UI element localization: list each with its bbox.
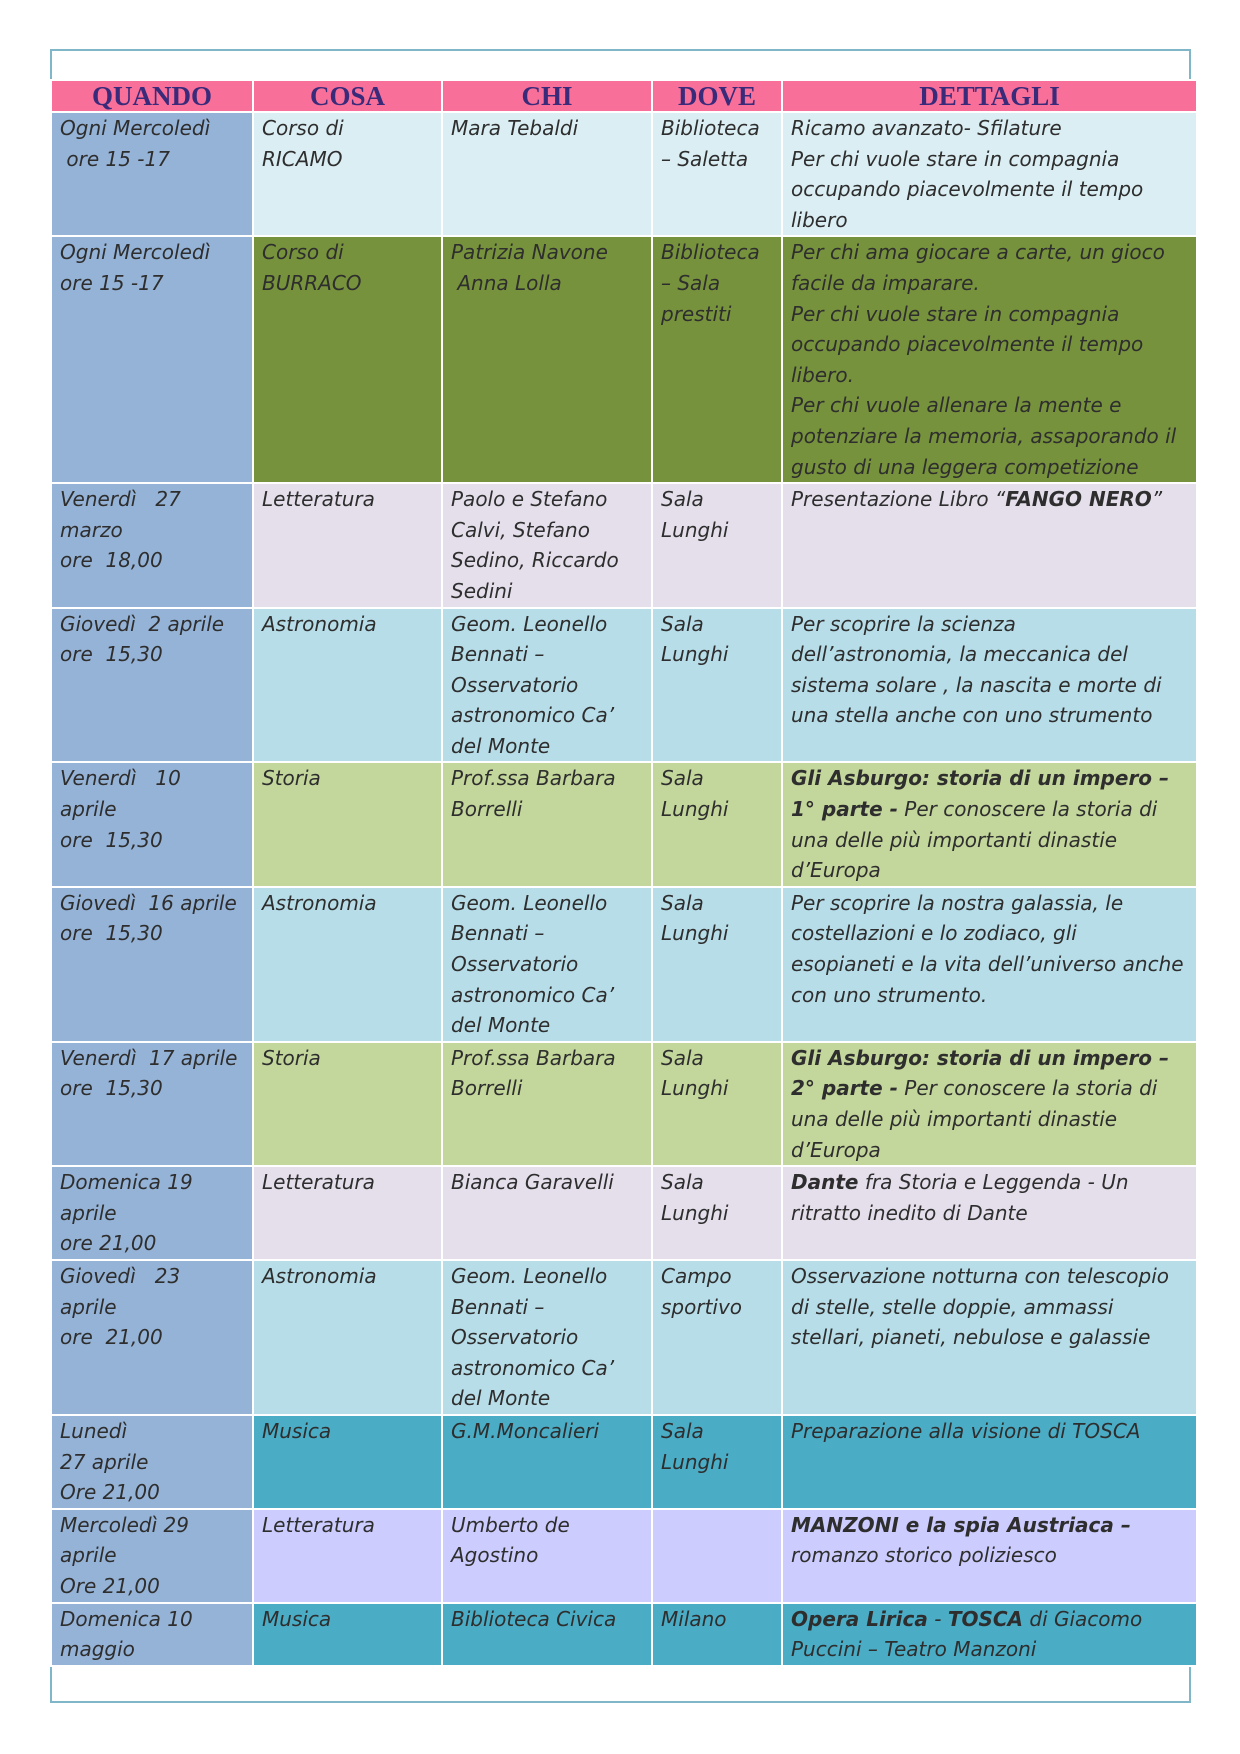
- dove-line: Lunghi: [661, 797, 729, 822]
- detail-line: [791, 237, 1188, 268]
- detail-text: Per conoscere la storia di: [897, 797, 1158, 822]
- cell-chi: [442, 1260, 652, 1415]
- table-row: [51, 887, 1197, 1042]
- detail-line: [791, 670, 1188, 701]
- cell-chi: [442, 762, 652, 886]
- dove-line: Campo: [661, 1263, 732, 1288]
- chi-line: Calvi, Stefano: [451, 517, 590, 542]
- detail-text: ”: [1151, 487, 1163, 512]
- detail-text: libero: [791, 207, 848, 232]
- cosa-line: Corso di: [262, 240, 344, 265]
- cell-chi: [442, 1042, 652, 1166]
- chi-line: Osservatorio: [451, 952, 579, 977]
- detail-line: [791, 1322, 1188, 1353]
- quando-line: ore 15,30: [60, 827, 163, 852]
- cell-quando: [51, 112, 253, 236]
- quando-line: ore 15 -17: [60, 146, 170, 171]
- detail-line: [791, 1416, 1188, 1447]
- cell-dettagli: [782, 608, 1197, 763]
- detail-line: [791, 1135, 1188, 1166]
- dove-line: Lunghi: [661, 1449, 729, 1474]
- detail-text: esopianeti e la vita dell’universo anche: [791, 952, 1184, 977]
- cell-dettagli: [782, 236, 1197, 483]
- cell-dettagli: [782, 483, 1197, 607]
- table-row: [51, 1509, 1197, 1603]
- quando-line: Giovedì 23: [60, 1263, 181, 1288]
- detail-text: stellari, pianeti, nebulose e galassie: [791, 1325, 1151, 1350]
- quando-line: Mercoledì 29: [60, 1512, 189, 1537]
- detail-text: Per conoscere la storia di: [897, 1076, 1158, 1101]
- cell-dettagli: [782, 1415, 1197, 1509]
- cell-cosa: [253, 762, 442, 886]
- cell-chi: [442, 1603, 652, 1666]
- header-dettagli: DETTAGLI: [782, 80, 1197, 112]
- cosa-line: Storia: [262, 1045, 321, 1070]
- detail-line: [791, 484, 1188, 515]
- table-row: [51, 762, 1197, 886]
- chi-line: Patrizia Navone: [451, 240, 608, 265]
- chi-line: Bennati –: [451, 642, 545, 667]
- detail-line: [791, 421, 1188, 452]
- cell-dettagli: [782, 112, 1197, 236]
- quando-line: Ore 21,00: [60, 1480, 160, 1505]
- detail-line: [791, 980, 1188, 1011]
- quando-line: 27 aprile: [60, 1449, 149, 1474]
- dove-line: Biblioteca: [661, 116, 760, 140]
- quando-line: Ogni Mercoledì: [60, 240, 211, 265]
- quando-line: Venerdì 27: [60, 487, 181, 512]
- detail-line: [791, 1540, 1188, 1571]
- cell-cosa: [253, 1166, 442, 1260]
- detail-line: [791, 700, 1188, 731]
- cell-quando: [51, 1260, 253, 1415]
- detail-line: [791, 1104, 1188, 1135]
- chi-line: Sedini: [451, 578, 513, 603]
- cell-cosa: [253, 483, 442, 607]
- detail-line: [791, 1073, 1188, 1104]
- cell-dettagli: [782, 1603, 1197, 1666]
- quando-line: aprile: [60, 1200, 117, 1225]
- table-row: [51, 1603, 1197, 1666]
- detail-text: d’Europa: [791, 858, 881, 883]
- table-row: [51, 1042, 1197, 1166]
- dove-line: – Saletta: [661, 146, 749, 171]
- quando-line: Giovedì 16 aprile: [60, 890, 237, 915]
- quando-line: aprile: [60, 1543, 117, 1568]
- cell-dove: [652, 762, 782, 886]
- detail-text: Opera Lirica: [791, 1606, 928, 1631]
- cell-dove: [652, 608, 782, 763]
- detail-text: libero.: [791, 362, 854, 387]
- dove-line: – Sala: [661, 270, 721, 295]
- detail-text: ritratto inedito di Dante: [791, 1200, 1028, 1225]
- detail-text: Dante: [791, 1170, 859, 1195]
- dove-line: prestiti: [661, 301, 732, 326]
- chi-line: Bennati –: [451, 1294, 545, 1319]
- detail-text: FANGO NERO: [1005, 487, 1152, 512]
- cell-chi: [442, 112, 652, 236]
- quando-line: ore 18,00: [60, 548, 163, 573]
- chi-line: Paolo e Stefano: [451, 487, 608, 512]
- cell-quando: [51, 483, 253, 607]
- detail-line: [791, 113, 1188, 144]
- detail-text: Puccini – Teatro Manzoni: [791, 1637, 1037, 1662]
- detail-line: [791, 390, 1188, 421]
- dove-line: Lunghi: [661, 921, 729, 946]
- quando-line: ore 15,30: [60, 1076, 163, 1101]
- cell-chi: [442, 483, 652, 607]
- cosa-line: BURRACO: [262, 270, 362, 295]
- table-row: [51, 483, 1197, 607]
- quando-line: ore 21,00: [60, 1231, 157, 1256]
- cell-dove: [652, 483, 782, 607]
- quando-line: Lunedì: [60, 1418, 128, 1443]
- cell-chi: [442, 1509, 652, 1603]
- detail-text: Preparazione alla visione di TOSCA: [791, 1418, 1141, 1443]
- cell-dettagli: [782, 1260, 1197, 1415]
- cosa-line: Astronomia: [262, 890, 377, 915]
- cell-cosa: [253, 1042, 442, 1166]
- cell-quando: [51, 1603, 253, 1666]
- header-quando: QUANDO: [51, 80, 253, 112]
- detail-text: sistema solare , la nascita e morte di: [791, 672, 1162, 697]
- detail-line: [791, 1198, 1188, 1229]
- detail-text: -: [927, 1606, 948, 1631]
- quando-line: Giovedì 2 aprile: [60, 611, 225, 636]
- chi-line: Geom. Leonello: [451, 611, 608, 636]
- dove-line: Sala: [661, 1418, 704, 1443]
- detail-line: [791, 205, 1188, 236]
- detail-text: una delle più importanti dinastie: [791, 1107, 1118, 1131]
- cell-dettagli: [782, 762, 1197, 886]
- quando-line: maggio: [60, 1637, 135, 1662]
- detail-text: facile da imparare.: [791, 270, 980, 295]
- chi-line: Geom. Leonello: [451, 890, 608, 915]
- detail-text: Presentazione Libro “: [791, 487, 1006, 512]
- header-row: [51, 80, 1197, 112]
- quando-line: aprile: [60, 797, 117, 822]
- cell-chi: [442, 608, 652, 763]
- chi-line: Sedino, Riccardo: [451, 548, 619, 573]
- cell-quando: [51, 1042, 253, 1166]
- cell-cosa: [253, 1603, 442, 1666]
- cell-dettagli: [782, 1509, 1197, 1603]
- cosa-line: Corso di: [262, 116, 344, 140]
- detail-text: fra Storia e Leggenda - Un: [858, 1170, 1129, 1195]
- chi-line: astronomico Ca’: [451, 982, 615, 1007]
- quando-line: aprile: [60, 1294, 117, 1319]
- dove-line: Lunghi: [661, 642, 729, 667]
- cell-quando: [51, 1415, 253, 1509]
- cell-dettagli: [782, 887, 1197, 1042]
- chi-line: Borrelli: [451, 797, 523, 822]
- cell-dove: [652, 112, 782, 236]
- dove-line: Lunghi: [661, 1076, 729, 1101]
- chi-line: Borrelli: [451, 1076, 523, 1101]
- detail-text: Osservazione notturna con telescopio: [791, 1263, 1170, 1288]
- chi-line: G.M.Moncalieri: [451, 1418, 600, 1443]
- cell-chi: [442, 1415, 652, 1509]
- detail-line: [791, 452, 1188, 483]
- cosa-line: Letteratura: [262, 487, 375, 512]
- chi-line: Bennati –: [451, 921, 545, 946]
- detail-text: potenziare la memoria, assaporando il: [791, 423, 1177, 448]
- dove-line: Lunghi: [661, 1200, 729, 1225]
- detail-text: Per scoprire la nostra galassia, le: [791, 890, 1124, 915]
- detail-line: [791, 794, 1188, 825]
- quando-line: ore 21,00: [60, 1325, 163, 1350]
- chi-line: Agostino: [451, 1543, 539, 1568]
- cosa-line: Storia: [262, 766, 321, 791]
- dove-line: Lunghi: [661, 517, 729, 542]
- header-cosa: COSA: [253, 80, 442, 112]
- quando-line: Ogni Mercoledì: [60, 116, 211, 140]
- chi-line: Biblioteca Civica: [451, 1606, 617, 1631]
- detail-line: [791, 268, 1188, 299]
- cosa-line: Musica: [262, 1606, 332, 1631]
- cell-quando: [51, 887, 253, 1042]
- cosa-line: Musica: [262, 1418, 332, 1443]
- detail-text: occupando piacevolmente il tempo: [791, 332, 1144, 357]
- quando-line: Venerdì 17 aprile: [60, 1045, 238, 1070]
- table-row: [51, 1415, 1197, 1509]
- cell-cosa: [253, 1509, 442, 1603]
- dove-line: Biblioteca: [661, 240, 760, 265]
- chi-line: Prof.ssa Barbara: [451, 1045, 616, 1070]
- cell-cosa: [253, 1415, 442, 1509]
- quando-line: Domenica 19: [60, 1170, 193, 1195]
- detail-line: [791, 299, 1188, 330]
- cosa-line: Letteratura: [262, 1512, 375, 1537]
- detail-text: 2° parte -: [791, 1076, 898, 1101]
- detail-line: [791, 1167, 1188, 1198]
- detail-line: [791, 825, 1188, 856]
- dove-line: Sala: [661, 1170, 704, 1195]
- detail-text: con uno strumento.: [791, 982, 988, 1007]
- chi-line: Osservatorio: [451, 1325, 579, 1350]
- header-dove: DOVE: [652, 80, 782, 112]
- detail-text: Per chi vuole stare in compagnia: [791, 301, 1120, 326]
- detail-line: [791, 639, 1188, 670]
- cell-dove: [652, 1042, 782, 1166]
- cell-quando: [51, 1166, 253, 1260]
- cell-chi: [442, 1166, 652, 1260]
- dove-line: Sala: [661, 487, 704, 512]
- cell-cosa: [253, 608, 442, 763]
- detail-text: Per scoprire la scienza: [791, 611, 1016, 636]
- events-table: [50, 79, 1198, 1667]
- detail-line: [791, 1510, 1188, 1541]
- detail-text: Per chi ama giocare a carte, un gioco: [791, 240, 1165, 265]
- detail-line: [791, 144, 1188, 175]
- chi-line: Mara Tebaldi: [451, 116, 579, 140]
- detail-line: [791, 174, 1188, 205]
- cell-cosa: [253, 887, 442, 1042]
- quando-line: ore 15,30: [60, 921, 163, 946]
- chi-line: Umberto de: [451, 1512, 570, 1537]
- chi-line: del Monte: [451, 733, 551, 758]
- table-row: [51, 608, 1197, 763]
- detail-line: [791, 949, 1188, 980]
- cell-quando: [51, 608, 253, 763]
- detail-text: Ricamo avanzato- Sfilature: [791, 116, 1062, 140]
- cosa-line: RICAMO: [262, 146, 343, 171]
- cell-dove: [652, 887, 782, 1042]
- detail-text: gusto di una leggera competizione: [791, 454, 1139, 479]
- table-row: [51, 1166, 1197, 1260]
- detail-line: [791, 1292, 1188, 1323]
- cell-dove: [652, 1166, 782, 1260]
- detail-line: [791, 1261, 1188, 1292]
- cell-dove: [652, 1415, 782, 1509]
- detail-line: [791, 1043, 1188, 1074]
- chi-line: del Monte: [451, 1013, 551, 1038]
- detail-text: una stella anche con uno strumento: [791, 703, 1153, 728]
- detail-text: Gli Asburgo: storia di un impero –: [791, 766, 1170, 791]
- header-chi: CHI: [442, 80, 652, 112]
- dove-line: Sala: [661, 1045, 704, 1070]
- quando-line: marzo: [60, 517, 123, 542]
- dove-line: Milano: [661, 1606, 727, 1631]
- detail-text: MANZONI e la spia Austriaca –: [791, 1512, 1131, 1537]
- quando-line: Ore 21,00: [60, 1573, 160, 1598]
- table-row: [51, 236, 1197, 483]
- detail-text: Per chi vuole stare in compagnia: [791, 146, 1120, 171]
- chi-line: Bianca Garavelli: [451, 1170, 614, 1195]
- cell-cosa: [253, 236, 442, 483]
- cell-dove: [652, 1260, 782, 1415]
- detail-text: d’Europa: [791, 1137, 881, 1162]
- table-row: [51, 112, 1197, 236]
- quando-line: Domenica 10: [60, 1606, 193, 1631]
- cell-dove: [652, 1603, 782, 1666]
- detail-line: [791, 1604, 1188, 1635]
- detail-line: [791, 855, 1188, 886]
- cosa-line: Astronomia: [262, 611, 377, 636]
- detail-text: TOSCA: [947, 1606, 1024, 1631]
- cell-quando: [51, 236, 253, 483]
- cell-dettagli: [782, 1042, 1197, 1166]
- detail-text: di stelle, stelle doppie, ammassi: [791, 1294, 1114, 1319]
- cell-quando: [51, 1509, 253, 1603]
- chi-line: Anna Lolla: [451, 270, 562, 295]
- cosa-line: Letteratura: [262, 1170, 375, 1195]
- dove-line: Sala: [661, 766, 704, 791]
- detail-line: [791, 609, 1188, 640]
- cell-quando: [51, 762, 253, 886]
- dove-line: Sala: [661, 611, 704, 636]
- detail-text: occupando piacevolmente il tempo: [791, 177, 1144, 202]
- detail-line: [791, 1634, 1188, 1665]
- cell-dove: [652, 236, 782, 483]
- cell-cosa: [253, 1260, 442, 1415]
- chi-line: astronomico Ca’: [451, 1355, 615, 1380]
- chi-line: Osservatorio: [451, 672, 579, 697]
- detail-line: [791, 763, 1188, 794]
- table-row: [51, 1260, 1197, 1415]
- chi-line: del Monte: [451, 1386, 551, 1411]
- cosa-line: Astronomia: [262, 1263, 377, 1288]
- detail-line: [791, 360, 1188, 391]
- quando-line: Venerdì 10: [60, 766, 181, 791]
- detail-text: romanzo storico poliziesco: [791, 1543, 1057, 1568]
- quando-line: ore 15 -17: [60, 270, 164, 295]
- dove-line: Sala: [661, 890, 704, 915]
- detail-text: costellazioni e lo zodiaco, gli: [791, 921, 1077, 946]
- detail-text: una delle più importanti dinastie: [791, 827, 1118, 852]
- chi-line: Prof.ssa Barbara: [451, 766, 616, 791]
- dove-line: sportivo: [661, 1294, 743, 1319]
- quando-line: ore 15,30: [60, 642, 163, 667]
- cell-cosa: [253, 112, 442, 236]
- detail-text: 1° parte -: [791, 797, 898, 822]
- cell-dove: [652, 1509, 782, 1603]
- detail-text: di Giacomo: [1023, 1606, 1143, 1631]
- cell-chi: [442, 236, 652, 483]
- cell-chi: [442, 887, 652, 1042]
- detail-text: dell’astronomia, la meccanica del: [791, 642, 1128, 667]
- detail-text: Gli Asburgo: storia di un impero –: [791, 1045, 1170, 1070]
- detail-line: [791, 888, 1188, 919]
- chi-line: Geom. Leonello: [451, 1263, 608, 1288]
- cell-dettagli: [782, 1166, 1197, 1260]
- detail-line: [791, 329, 1188, 360]
- chi-line: astronomico Ca’: [451, 703, 615, 728]
- detail-line: [791, 918, 1188, 949]
- detail-text: Per chi vuole allenare la mente e: [791, 393, 1122, 418]
